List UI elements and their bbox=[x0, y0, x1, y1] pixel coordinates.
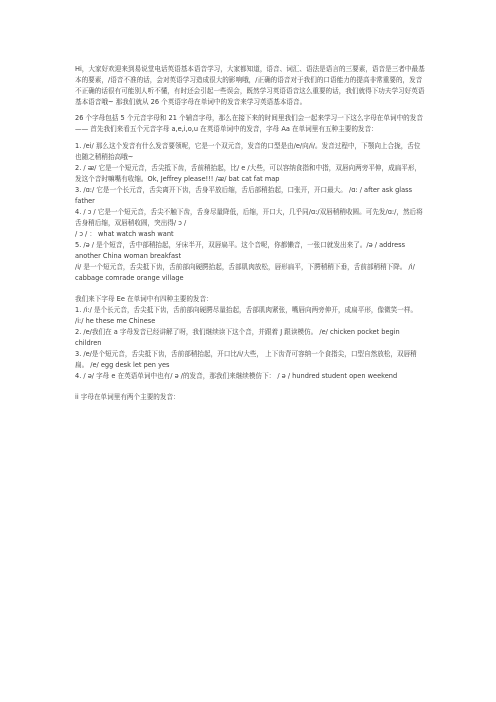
paragraph-a-long-a: 3. /ɑ:/ 它是一个长元音，舌尖离开下齿，舌身平放后缩，舌后部稍抬起，口张开，开口最大。 /ɑ: / after ask glass father bbox=[75, 186, 413, 205]
paragraph-letters-overview: 26 个字母包括 5 个元音字母和 21 个辅音字母，那么在接下来的时间里我们会一起来学习一下这么字母在单词中的发音—— 首先我们来看五个元音字母 a,e,i,o,u 在英语单词中的发音，字母 Aa 在单词里有五种主要的发音： bbox=[75, 114, 423, 133]
paragraph-a-ae: 2. / ᴂ/ 它是一个短元音，舌尖抵下齿，舌前稍抬起，比/ e /大些，可以容纳食指和中指，双唇向两旁平伸，成扁平形，发这个音时嘛嘴有收缩。Ok, Jeffrey please!!! /ᴂ/ bat cat fat map bbox=[75, 164, 422, 183]
paragraph-a-ei: 1. /ei/ 那么这个发音有什么发音要领呢，它是一个双元音，发音的口型是由/e/向/i/。发音过程中，下颚向上合拢，舌位也随之稍稍抬高哦~ bbox=[75, 142, 421, 161]
document-body bbox=[75, 64, 427, 403]
paragraph-a-schwa: 5. /ə / 是个短音，舌中部稍抬起，牙床半开，双唇扁平。这个音呢，你都懒音，一张口就发出来了。/ə / address another China woman breakfast bbox=[75, 241, 406, 260]
paragraph-e-schwa: 4. / ə/ 字母 e 在英语单词中也有/ ə /的发音，那我们来继续模仿下： / ə / hundred student open weekend bbox=[75, 372, 398, 380]
paragraph-a-short-i: /i/ 是一个短元音，舌尖抵下齿，舌前部向硬腭抬起，舌部肌肉放松，唇形扁平，下腭稍稍下垂，舌前部稍稍下降。 /i/ cabbage comrade orange village bbox=[75, 263, 415, 282]
paragraph-e-heading: 我们来下字母 Ee 在单词中有四种主要的发音： bbox=[75, 295, 213, 303]
paragraph-e-short-e: 3. /e/是个短元音，舌尖抵下齿，舌前部稍抬起，开口比/i/大些， 上下齿背可容纳一个食指尖，口型自然放松，双唇稍扁。 /e/ egg desk let pen yes bbox=[75, 350, 417, 369]
paragraph-i-heading: ii 字母在单词里有两个主要的发音： bbox=[75, 393, 180, 401]
paragraph-e-long-i: 1. /i:/ 是个长元音，舌尖抵下齿，舌前部向硬腭尽量抬起，舌部肌肉紧张，嘴唇向两旁伸开，成扁平形，像微笑一样。 /i:/ he these me Chinese bbox=[75, 306, 418, 325]
paragraph-e-e: 2. /e/我们在 a 字母发音已经讲解了呀，我们继续读下这个音，并跟着 J 跟读模仿。 /e/ chicken pocket begin children bbox=[75, 328, 400, 347]
paragraph-a-short-o-examples: / ɔ / ： what watch wash want bbox=[75, 230, 174, 238]
paragraph-intro: Hi，大家好欢迎来到易说堂电话英语基本语音学习，大家都知道，语音、词汇、语法是语言的三要素，语音是三者中最基本的要素，/语音不准的话，会对英语学习造成很大的影响哦，/正确的语音对于我们的口语能力的提高非常重要的，发音不正确的话很有可能别人听不懂，有时还会引起一些误会，既然学习英语语音这么重要的话，我们就得下功夫学习好英语基本语音哦~ 那我们就从 26 个英语字母在单词中的发音来学习英语基本语音。 bbox=[75, 65, 425, 106]
paragraph-a-short-o: 4. / ɔ / 它是一个短元音，舌尖不触下齿，舌身尽量降低，后缩，开口大，几乎同/ɑ:/双唇稍稍收圆。可先发/ɑ:/，然后将舌身稍后缩，双唇稍收圆，突出得/ ɔ / bbox=[75, 208, 423, 227]
